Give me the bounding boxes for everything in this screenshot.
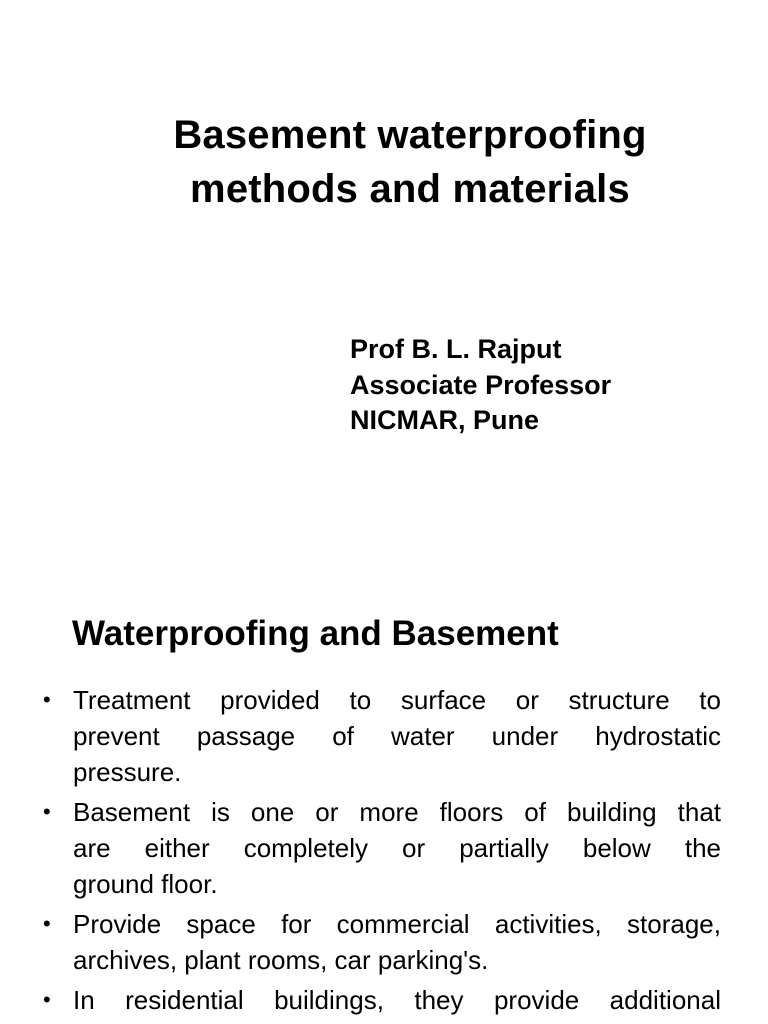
bullet-line: pressure. xyxy=(73,757,182,787)
bullet-line: are either completely or partially below the xyxy=(73,833,721,863)
bullet-line: Provide space for commercial activities, storage, xyxy=(73,909,721,939)
author-block xyxy=(350,332,611,439)
bullet-item xyxy=(0,906,768,978)
bullet-item xyxy=(0,982,768,1018)
slide-title-line-2: methods and materials xyxy=(190,167,630,211)
bullet-icon: • xyxy=(43,911,51,936)
author-institution: NICMAR, Pune xyxy=(350,405,539,435)
bullet-icon: • xyxy=(43,987,51,1012)
bullet-text xyxy=(73,682,721,790)
author-position: Associate Professor xyxy=(350,369,612,400)
bullet-line: Treatment provided to surface or structure to xyxy=(73,685,721,715)
section-heading: Waterproofing and Basement xyxy=(72,614,559,653)
bullet-icon: • xyxy=(43,687,51,712)
bullet-item xyxy=(0,794,768,902)
bullet-icon: • xyxy=(43,799,51,824)
slide-title xyxy=(60,108,760,216)
bullet-list xyxy=(0,682,768,1022)
bullet-line: In residential buildings, they provide additional xyxy=(73,985,721,1015)
bullet-text xyxy=(73,906,721,978)
bullet-text xyxy=(73,982,721,1018)
bullet-item xyxy=(0,682,768,790)
bullet-text xyxy=(73,794,721,902)
bullet-line: archives, plant rooms, car parking's. xyxy=(73,945,489,975)
bullet-line: ground floor. xyxy=(73,869,218,899)
bullet-line: Basement is one or more floors of building that xyxy=(73,797,721,827)
author-name: Prof B. L. Rajput xyxy=(350,334,562,364)
slide-title-line-1: Basement waterproofing xyxy=(173,113,647,157)
bullet-line: prevent passage of water under hydrostatic xyxy=(73,721,721,751)
